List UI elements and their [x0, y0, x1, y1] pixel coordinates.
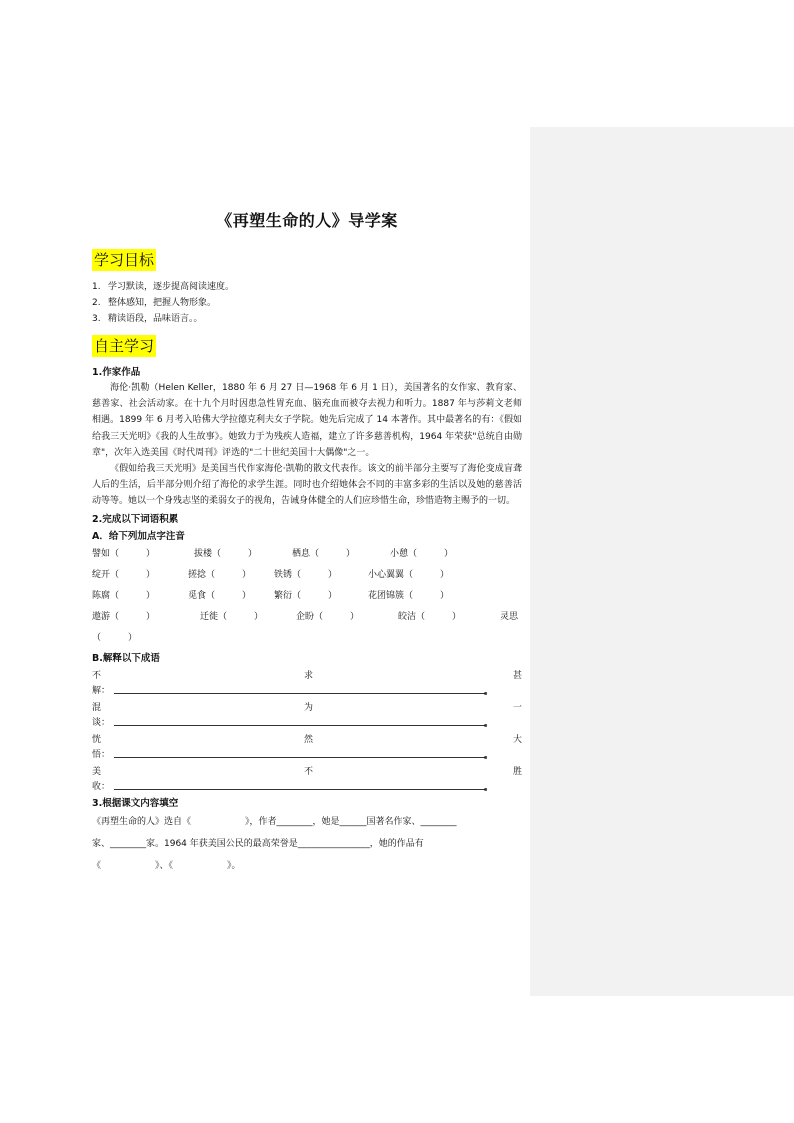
- goal-item: 2. 整体感知，把握人物形象。: [92, 298, 217, 308]
- idiom-item: 混 为 一 谈： 。: [92, 702, 522, 729]
- page-title: 《再塑生命的人》导学案: [216, 211, 398, 230]
- answer-line[interactable]: [114, 757, 486, 758]
- pinyin-item[interactable]: 搓捻（ ）: [188, 569, 252, 580]
- answer-line[interactable]: [114, 789, 486, 790]
- pinyin-item[interactable]: 皎洁（ ）: [398, 611, 462, 622]
- part-title-pinyin: A．给下列加点字注音: [92, 530, 185, 542]
- pinyin-row: [92, 586, 522, 607]
- work-paragraph: 《假如给我三天光明》是美国当代作家海伦·凯勒的散文代表作。该文的前半部分主要写了海伦变成盲聋人后的生活，后半部分则介绍了海伦的求学生涯。同时也介绍她体会不同的丰富多彩的生活以及她的慈善活动等等。她以一个身残志坚的柔弱女子的视角，告诫身体健全的人们应珍惜生命，珍惜造物主赐予的一切。: [92, 464, 522, 507]
- author-paragraph: 海伦·凯勒（Helen Keller，1880 年 6 月 27 日—1968 年 6 月 1 日），美国著名的女作家、教育家、慈善家、社会活动家。在十九个月时因患急性胃充血、脑充血而被夺去视力和听力。1887 年与莎莉文老师相遇。1899 年 6 月考入哈佛大学拉德克利夫女子学院。她先后完成了 14 本著作。其中最著名的有：《假如给我三天光明》《我的人生故事》。她致力于为残疾人造福，建立了许多慈善机构，1964 年荣获"总统自由勋章"，次年入选美国《时代周刊》评选的"二十世纪美国十大偶像"之一。: [92, 383, 522, 458]
- pinyin-row-wrap: [92, 628, 522, 649]
- pinyin-item[interactable]: 陈腐（ ）: [92, 590, 156, 601]
- fill-line[interactable]: 《 》、《 》。: [92, 860, 241, 871]
- goal-item: 3. 精读语段，品味语言。。: [92, 314, 203, 324]
- section-heading-self-study: 自主学习: [94, 337, 155, 355]
- idiom-item: 不 求 甚 解： 。: [92, 670, 522, 697]
- pinyin-item[interactable]: 企盼（ ）: [296, 611, 360, 622]
- pinyin-item[interactable]: 小心翼翼（ ）: [368, 569, 450, 580]
- pinyin-item[interactable]: 繁衍（ ）: [274, 590, 338, 601]
- answer-line[interactable]: [114, 693, 486, 694]
- part-title-vocab: 2.完成以下词语积累: [92, 513, 179, 525]
- idiom-item: 恍 然 大 悟： 。: [92, 734, 522, 761]
- goal-item: 1. 学习默读，逐步提高阅读速度。: [92, 282, 235, 292]
- pinyin-row: [92, 544, 522, 565]
- document-body: [92, 200, 522, 877]
- fill-line[interactable]: 家、________家。1964 年获美国公民的最高荣誉是________________，她的作品有: [92, 838, 424, 849]
- part-title-author: 1.作家作品: [92, 367, 141, 378]
- answer-line[interactable]: [114, 725, 486, 726]
- pinyin-item[interactable]: 觅食（ ）: [188, 590, 252, 601]
- pinyin-row: [92, 565, 522, 586]
- pinyin-item[interactable]: 灵思: [500, 611, 519, 622]
- pinyin-item[interactable]: 绽开（ ）: [92, 569, 156, 580]
- pinyin-item[interactable]: 拔楼（ ）: [194, 548, 258, 559]
- pinyin-row: [92, 607, 522, 628]
- goals-list: [92, 279, 522, 327]
- idiom-item: 美 不 胜 收： 。: [92, 766, 522, 793]
- pinyin-item[interactable]: 栖息（ ）: [292, 548, 356, 559]
- pinyin-blank[interactable]: （ ）: [92, 632, 138, 643]
- fill-line[interactable]: 《再塑生命的人》选自《 》，作者________，她是______国著名作家、________: [92, 816, 457, 827]
- pinyin-item[interactable]: 铁锈（ ）: [274, 569, 338, 580]
- comment-pane: [530, 127, 794, 996]
- section-heading-goals: 学习目标: [94, 251, 155, 269]
- part-title-idioms: B.解释以下成语: [92, 652, 160, 664]
- pinyin-item[interactable]: 花团锦簇（ ）: [368, 590, 450, 601]
- pinyin-item[interactable]: 迁徙（ ）: [200, 611, 264, 622]
- part-title-fill: 3.根据课文内容填空: [92, 797, 179, 809]
- pinyin-item[interactable]: 遨游（ ）: [92, 611, 156, 622]
- pinyin-item[interactable]: 譬如（ ）: [92, 548, 156, 559]
- pinyin-item[interactable]: 小憩（ ）: [390, 548, 454, 559]
